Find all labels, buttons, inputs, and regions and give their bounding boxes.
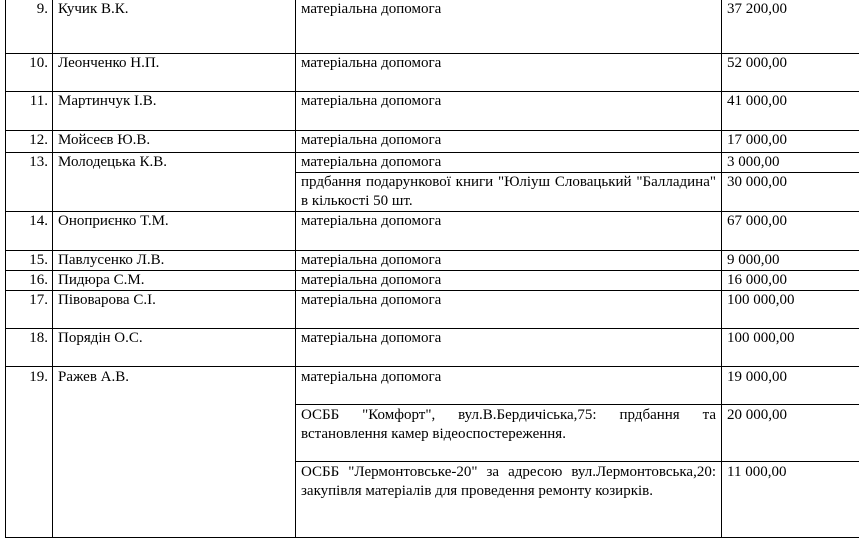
recipient-name: Півоварова С.І. (53, 290, 296, 328)
amount: 16 000,00 (722, 270, 859, 290)
purpose-text: прдбання подарункової книги "Юліуш Словацький "Балладина" в кількості 50 шт. (301, 173, 716, 209)
row-number: 9. (6, 0, 53, 53)
row-number: 10. (6, 53, 53, 91)
amount: 41 000,00 (722, 91, 859, 130)
purpose: матеріальна допомога (296, 0, 722, 53)
recipient-name: Мойсеєв Ю.В. (53, 130, 296, 152)
purpose (296, 461, 722, 537)
purpose: матеріальна допомога (296, 366, 722, 404)
recipient-name: Кучик В.К. (53, 0, 296, 53)
table-row (6, 152, 859, 172)
table-row (6, 130, 859, 152)
row-number: 11. (6, 91, 53, 130)
table-row (6, 250, 859, 270)
row-number: 15. (6, 250, 53, 270)
amount: 37 200,00 (722, 0, 859, 53)
recipient-name: Оноприєнко Т.М. (53, 211, 296, 250)
row-number: 18. (6, 328, 53, 366)
purpose: матеріальна допомога (296, 130, 722, 152)
recipient-name: Леонченко Н.П. (53, 53, 296, 91)
table-row (6, 53, 859, 91)
payments-table (5, 0, 859, 538)
amount: 17 000,00 (722, 130, 859, 152)
recipient-name: Порядін О.С. (53, 328, 296, 366)
row-number: 16. (6, 270, 53, 290)
recipient-name: Павлусенко Л.В. (53, 250, 296, 270)
purpose: матеріальна допомога (296, 250, 722, 270)
table-row (6, 0, 859, 53)
table-row (6, 290, 859, 328)
amount: 3 000,00 (722, 152, 859, 172)
amount: 52 000,00 (722, 53, 859, 91)
amount: 67 000,00 (722, 211, 859, 250)
table-row (6, 211, 859, 250)
purpose: матеріальна допомога (296, 270, 722, 290)
row-number: 19. (6, 366, 53, 537)
table-row (6, 328, 859, 366)
amount: 30 000,00 (722, 172, 859, 211)
amount: 11 000,00 (722, 461, 859, 537)
row-number: 13. (6, 152, 53, 211)
purpose: матеріальна допомога (296, 328, 722, 366)
recipient-name: Ражев А.В. (53, 366, 296, 537)
recipient-name: Молодецька К.В. (53, 152, 296, 211)
amount: 100 000,00 (722, 290, 859, 328)
table-row (6, 366, 859, 404)
recipient-name: Пидюра С.М. (53, 270, 296, 290)
purpose (296, 404, 722, 461)
amount: 100 000,00 (722, 328, 859, 366)
purpose: матеріальна допомога (296, 211, 722, 250)
table-row (6, 270, 859, 290)
purpose (296, 172, 722, 211)
purpose: матеріальна допомога (296, 152, 722, 172)
row-number: 12. (6, 130, 53, 152)
table-row (6, 91, 859, 130)
purpose: матеріальна допомога (296, 91, 722, 130)
amount: 9 000,00 (722, 250, 859, 270)
recipient-name: Мартинчук І.В. (53, 91, 296, 130)
purpose: матеріальна допомога (296, 53, 722, 91)
purpose: матеріальна допомога (296, 290, 722, 328)
purpose-text: ОСББ "Лермонтовське-20" за адресою вул.Лермонтовська,20: закупівля матеріалів для проведення ремонту козирків. (301, 463, 716, 499)
row-number: 17. (6, 290, 53, 328)
purpose-text: ОСББ "Комфорт", вул.В.Бердичіська,75: прдбання та встановлення камер відеоспостереження. (301, 406, 716, 442)
row-number: 14. (6, 211, 53, 250)
amount: 20 000,00 (722, 404, 859, 461)
amount: 19 000,00 (722, 366, 859, 404)
